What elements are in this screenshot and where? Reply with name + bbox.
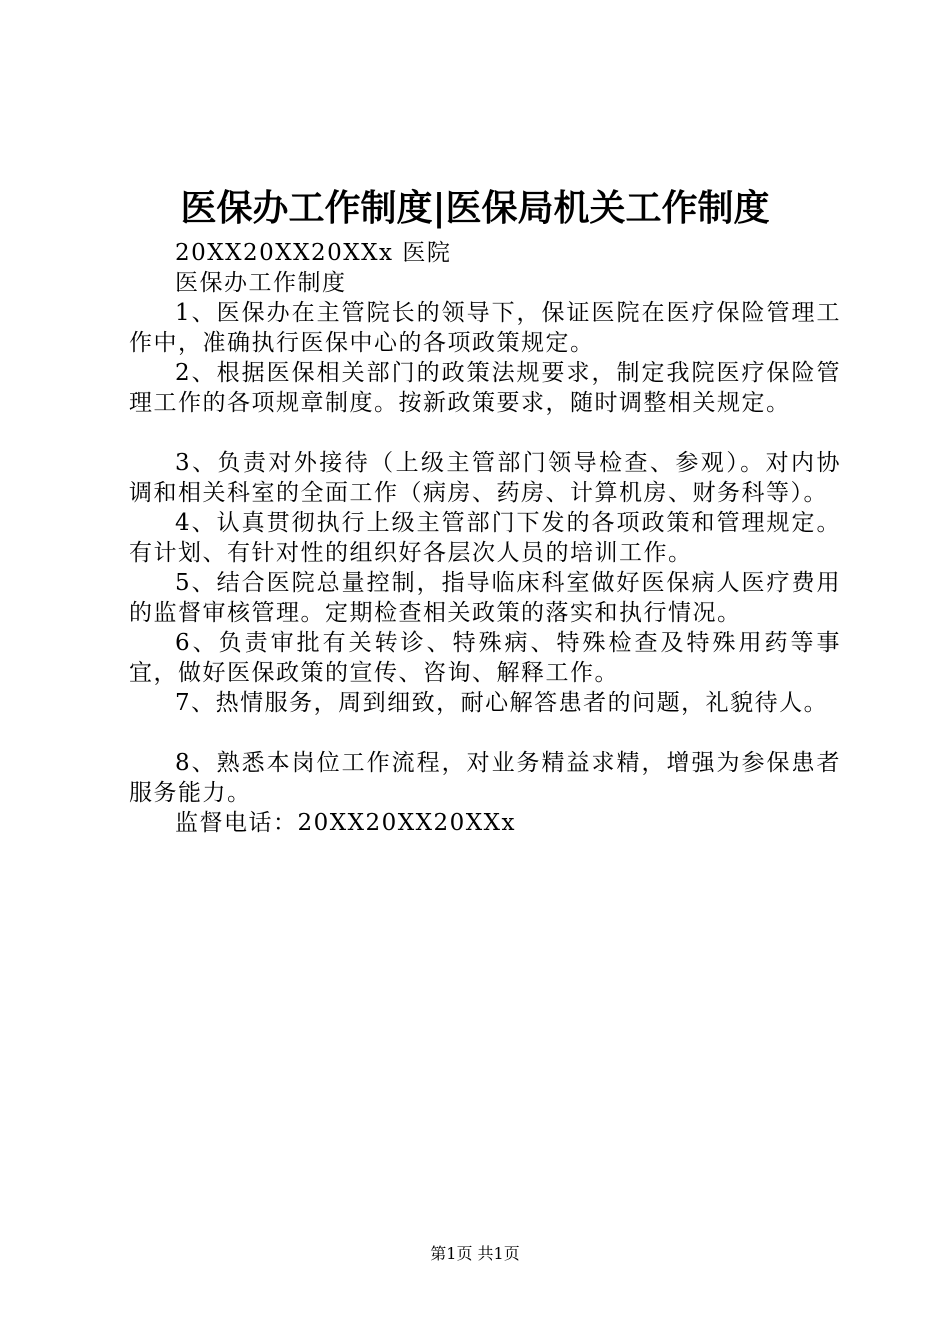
document-body [129,238,841,838]
rule-item-7: 7、热情服务，周到细致，耐心解答患者的问题，礼貌待人。 [175,690,829,716]
rule-item-2: 2、根据医保相关部门的政策法规要求，制定我院医疗保险管理工作的各项规章制度。按新政策要求，随时调整相关规定。 [129,360,841,416]
document-title: 医保办工作制度|医保局机关工作制度 [180,187,770,229]
page-footer: 第1页 共1页 [430,1244,520,1263]
rule-item-5: 5、结合医院总量控制，指导临床科室做好医保病人医疗费用的监督审核管理。定期检查相关政策的落实和执行情况。 [129,570,841,626]
rule-item-8: 8、熟悉本岗位工作流程，对业务精益求精，增强为参保患者服务能力。 [129,750,841,806]
rule-item-3: 3、负责对外接待（上级主管部门领导检查、参观）。对内协调和相关科室的全面工作（病房、药房、计算机房、财务科等）。 [129,450,841,506]
hospital-name-line: 20XX20XX20XXx 医院 [175,240,452,266]
rule-item-4: 4、认真贯彻执行上级主管部门下发的各项政策和管理规定。有计划、有针对性的组织好各层次人员的培训工作。 [129,510,841,566]
supervision-phone-line: 监督电话：20XX20XX20XXx [175,810,517,836]
rule-item-1: 1、医保办在主管院长的领导下，保证医院在医疗保险管理工作中，准确执行医保中心的各项政策规定。 [129,300,841,356]
rule-item-6: 6、负责审批有关转诊、特殊病、特殊检查及特殊用药等事宜，做好医保政策的宣传、咨询、解释工作。 [129,630,841,686]
subtitle-line: 医保办工作制度 [175,270,347,296]
